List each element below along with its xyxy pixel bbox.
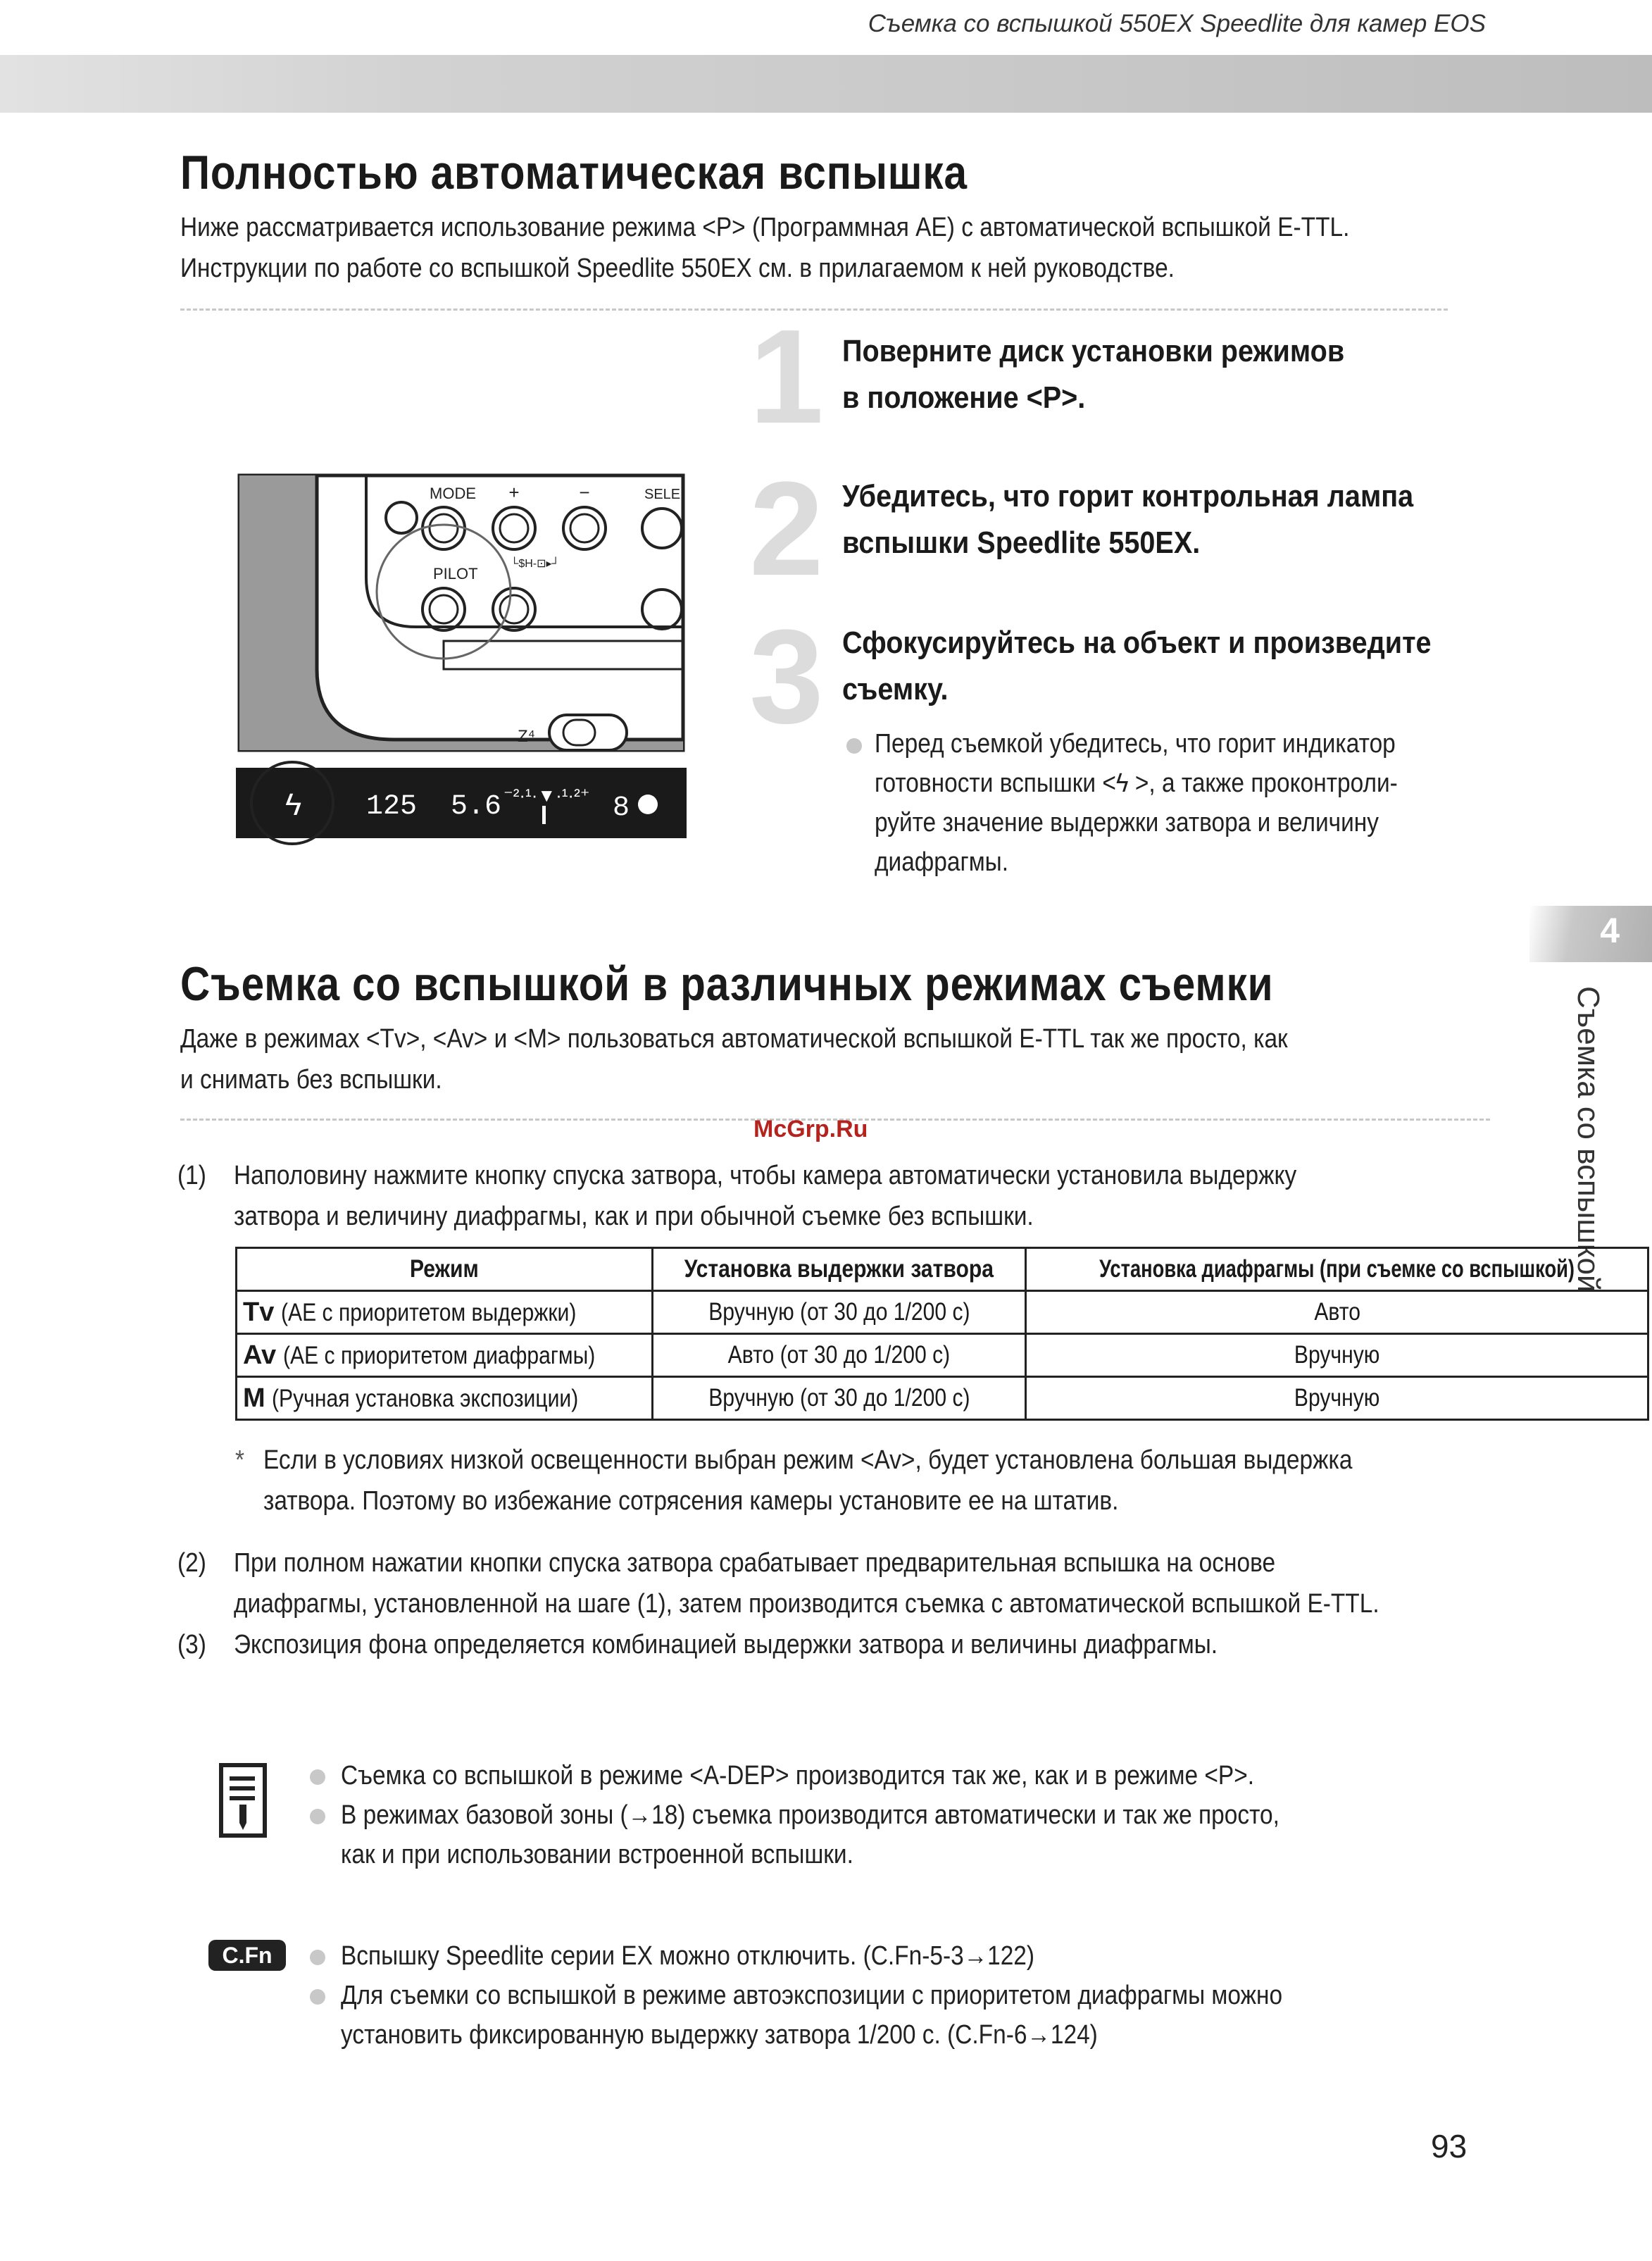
step2-line1: Убедитесь, что горит контрольная лампа xyxy=(842,479,1414,513)
mode-code: M xyxy=(243,1383,265,1413)
aperture-setting: Вручную xyxy=(1294,1341,1380,1369)
section-title-auto-flash: Полностью автоматическая вспышка xyxy=(180,146,968,199)
mode-name: (АЕ с приоритетом выдержки) xyxy=(281,1298,577,1326)
memo-line1: Съемка со вспышкой в режиме <A-DEP> производится так же, как и в режиме <P>. xyxy=(341,1761,1255,1790)
table-row xyxy=(237,1291,1648,1334)
small-label: └$H-⊡▸┘ xyxy=(511,558,560,570)
running-header: Съемка со вспышкой 550EX Speedlite для камер EOS xyxy=(868,10,1486,37)
section-title-modes: Съемка со вспышкой в различных режимах съемки xyxy=(180,957,1274,1011)
item2-line2: диафрагмы, установленной на шаге (1), затем производится съемка с автоматической вспышкой E-TTL. xyxy=(234,1589,1379,1619)
item1-line2: затвора и величину диафрагмы, как и при обычной съемке без вспышки. xyxy=(234,1202,1034,1231)
mode-label: MODE xyxy=(430,485,476,502)
item3-text: Экспозиция фона определяется комбинацией выдержки затвора и величины диафрагмы. xyxy=(234,1630,1218,1659)
memo-icon xyxy=(218,1762,268,1840)
table-header: Установка выдержки затвора xyxy=(684,1255,994,1283)
table-header-row xyxy=(237,1248,1648,1291)
bullet-icon xyxy=(310,1989,325,2005)
cfn-badge: C.Fn xyxy=(208,1940,286,1971)
step3-note-line2: готовности вспышки <ϟ >, а также проконтроли- xyxy=(875,768,1398,798)
table-header: Режим xyxy=(410,1255,480,1283)
bullet-icon xyxy=(310,1769,325,1785)
chapter-side-label: Съемка со вспышкой xyxy=(1571,986,1606,1293)
step3-note-line1: Перед съемкой убедитесь, что горит индикатор xyxy=(875,729,1396,759)
bullet-icon xyxy=(310,1950,325,1965)
section1-intro-line2: Инструкции по работе со вспышкой Speedlite 550EX см. в прилагаемом к ней руководстве. xyxy=(180,254,1175,283)
cfn-line2: Для съемки со вспышкой в режиме автоэкспозиции с приоритетом диафрагмы можно xyxy=(341,1981,1283,2010)
page-number: 93 xyxy=(1431,2128,1468,2165)
item3-number: (3) xyxy=(177,1630,206,1659)
table-row xyxy=(237,1377,1648,1420)
footnote-line2: затвора. Поэтому во избежание сотрясения камеры установите ее на штатив. xyxy=(263,1486,1119,1516)
step-number-2: 2 xyxy=(749,454,824,604)
section2-intro-line1: Даже в режимах <Tv>, <Av> и <M> пользоваться автоматической вспышкой E-TTL так же просто, как xyxy=(180,1024,1288,1054)
mode-code: Tv xyxy=(243,1297,275,1327)
step-number-3: 3 xyxy=(749,602,824,752)
sele-label: SELE xyxy=(644,487,681,502)
bullet-icon xyxy=(310,1809,325,1824)
lcd-count: 8 xyxy=(613,792,630,824)
pilot-label: PILOT xyxy=(433,565,478,583)
memo-line2: В режимах базовой зоны (→18) съемка производится автоматически и так же просто, xyxy=(341,1800,1279,1830)
cfn-line3: установить фиксированную выдержку затвора 1/200 с. (C.Fn-6→124) xyxy=(341,2020,1098,2050)
lcd-flash-icon: ϟ xyxy=(285,787,302,822)
step3-line2: съемку. xyxy=(842,672,949,706)
camera-illustration xyxy=(232,465,690,880)
step2-line2: вспышки Speedlite 550EX. xyxy=(842,525,1201,560)
watermark: McGrp.Ru xyxy=(753,1116,868,1142)
header-band xyxy=(0,55,1652,113)
modes-table xyxy=(235,1247,1649,1421)
mode-name: (Ручная установка экспозиции) xyxy=(272,1384,579,1412)
mode-code: Av xyxy=(243,1340,277,1370)
lcd-aperture: 5.6 xyxy=(451,791,502,823)
shutter-setting: Авто (от 30 до 1/200 с) xyxy=(727,1341,951,1369)
section1-intro-line1: Ниже рассматривается использование режима <P> (Программная АЕ) с автоматической вспышкой E-TTL. xyxy=(180,213,1350,242)
lcd-scale: ⁻²·¹·▼·¹·²⁺ xyxy=(503,785,590,806)
table-header: Установка диафрагмы (при съемке со вспышкой) xyxy=(1099,1255,1575,1283)
step-number-1: 1 xyxy=(749,302,824,451)
step1-line2: в положение <P>. xyxy=(842,380,1086,415)
footnote-line1: Если в условиях низкой освещенности выбран режим <Av>, будет установлена большая выдержка xyxy=(263,1445,1353,1475)
aperture-setting: Вручную xyxy=(1294,1384,1380,1412)
step3-note-line4: диафрагмы. xyxy=(875,847,1009,877)
item1-line1: Наполовину нажмите кнопку спуска затвора, чтобы камера автоматически установила выдержку xyxy=(234,1161,1297,1190)
footnote-mark: * xyxy=(235,1445,245,1475)
chapter-number: 4 xyxy=(1600,911,1620,950)
table-row xyxy=(237,1334,1648,1377)
lcd-shutter: 125 xyxy=(366,791,418,823)
item2-line1: При полном нажатии кнопки спуска затвора срабатывает предварительная вспышка на основе xyxy=(234,1548,1276,1578)
section2-intro-line2: и снимать без вспышки. xyxy=(180,1065,442,1095)
plus-label: + xyxy=(508,482,520,503)
shutter-setting: Вручную (от 30 до 1/200 с) xyxy=(708,1298,970,1326)
shutter-setting: Вручную (от 30 до 1/200 с) xyxy=(708,1384,970,1412)
item1-number: (1) xyxy=(177,1161,206,1190)
lock-label: Z⁴ xyxy=(518,727,535,746)
memo-line3: как и при использовании встроенной вспышки. xyxy=(341,1840,853,1869)
item2-number: (2) xyxy=(177,1548,206,1578)
mode-name: (АЕ с приоритетом диафрагмы) xyxy=(282,1341,596,1369)
step3-note-line3: руйте значение выдержки затвора и величину xyxy=(875,808,1379,837)
chapter-tab xyxy=(1529,906,1652,962)
aperture-setting: Авто xyxy=(1313,1298,1360,1326)
cfn-line1: Вспышку Speedlite серии EX можно отключить. (C.Fn-5-3→122) xyxy=(341,1941,1035,1971)
minus-label: − xyxy=(579,482,590,503)
bullet-icon xyxy=(846,738,862,754)
step1-line1: Поверните диск установки режимов xyxy=(842,334,1345,368)
step3-line1: Сфокусируйтесь на объект и произведите xyxy=(842,625,1432,660)
